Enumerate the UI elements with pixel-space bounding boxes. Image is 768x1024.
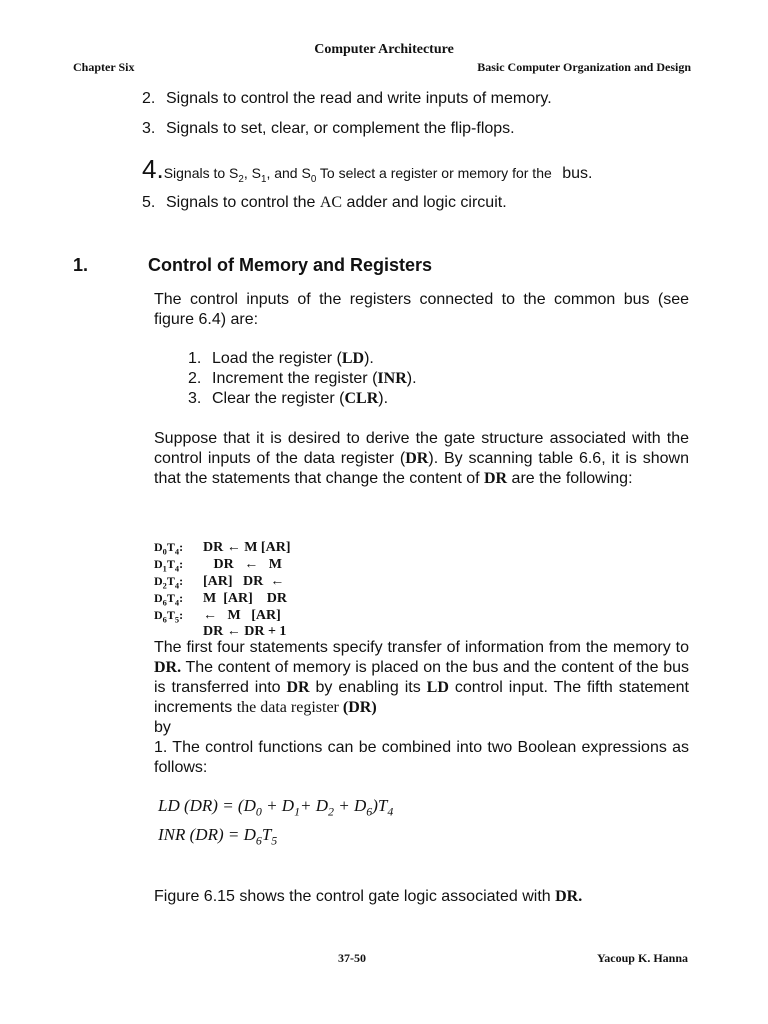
list-item xyxy=(142,90,552,108)
section-title: Control of Memory and Registers xyxy=(148,255,433,275)
list-item-text: Signals to $S_2$, $S_1$, and $S_0$ To select a register or memory for the xyxy=(163,165,552,185)
statement-line: M [AR] DR xyxy=(203,591,287,606)
statement-label: $D_0T_4$: xyxy=(154,540,184,557)
list-item-text: Signals to set, clear, or complement the flip-flops. xyxy=(166,120,515,137)
paragraph-boolean-intro: 1. The control functions can be combined into two Boolean expressions as follows: xyxy=(154,739,689,776)
equation-inr-dr: INR $(DR) = D_6T_5$ xyxy=(158,825,278,848)
paragraph-dr-statements: Suppose that it is desired to derive the gate structure associated with the control inputs of the data register (DR). By scanning table 6.6, it is shown that the statements that change the content of DR are the following: xyxy=(154,430,690,487)
page-header-title: Computer Architecture xyxy=(314,42,454,57)
paragraph-intro: The control inputs of the registers connected to the common bus (see figure 6.4) are: xyxy=(154,291,689,328)
list-item-text: Signals to control the read and write inputs of memory. xyxy=(166,90,552,107)
paragraph-transfer-description: The first four statements specify transfer of information from the memory to DR. The content of memory is placed on the bus and the content of the bus is transferred into DR by enabling its LD control input. The fifth statement increments the data register (DR) by xyxy=(154,639,689,736)
list-item xyxy=(142,120,515,138)
page-number: 37-50 xyxy=(338,951,366,965)
statement-label: $D_6T_5$: xyxy=(154,608,184,625)
section-number: 1. xyxy=(73,255,89,275)
statement-line: DR ← M xyxy=(203,557,282,572)
footer-author: Yacoup K. Hanna xyxy=(596,951,688,965)
equation-ld-dr: LD $(DR) = (D_0 + D_1+ D_2 + D_6)T_4$ xyxy=(158,796,394,819)
statement-line: DR ← DR + 1 xyxy=(203,624,287,639)
statement-line: DR ← M [AR] xyxy=(203,540,291,555)
statement-line: [AR] DR ← xyxy=(203,574,285,589)
list-item: 3. Clear the register (CLR). xyxy=(188,390,389,407)
header-chapter: Chapter Six xyxy=(73,60,135,74)
statement-label: $D_2T_4$: xyxy=(154,574,184,591)
statement-line: ← M [AR] xyxy=(203,608,281,623)
list-item: 1. Load the register (LD). xyxy=(188,350,374,367)
list-item-number: 2. xyxy=(142,90,156,107)
statement-label: $D_1T_4$: xyxy=(154,557,184,574)
list-item-text-tail: bus. xyxy=(562,165,593,182)
list-item xyxy=(142,154,592,185)
list-item xyxy=(142,194,507,212)
list-item: 2. Increment the register (INR). xyxy=(188,370,417,387)
statement-label: $D_6T_4$: xyxy=(154,591,184,608)
list-item-number: 3. xyxy=(142,120,156,137)
list-item-number: 4. xyxy=(142,154,164,184)
list-item-number: 5. xyxy=(142,194,156,211)
header-subject: Basic Computer Organization and Design xyxy=(477,60,691,74)
paragraph-figure-reference: Figure 6.15 shows the control gate logic associated with DR. xyxy=(154,888,583,905)
list-item-text: Signals to control the AC adder and logic circuit. xyxy=(166,194,507,211)
